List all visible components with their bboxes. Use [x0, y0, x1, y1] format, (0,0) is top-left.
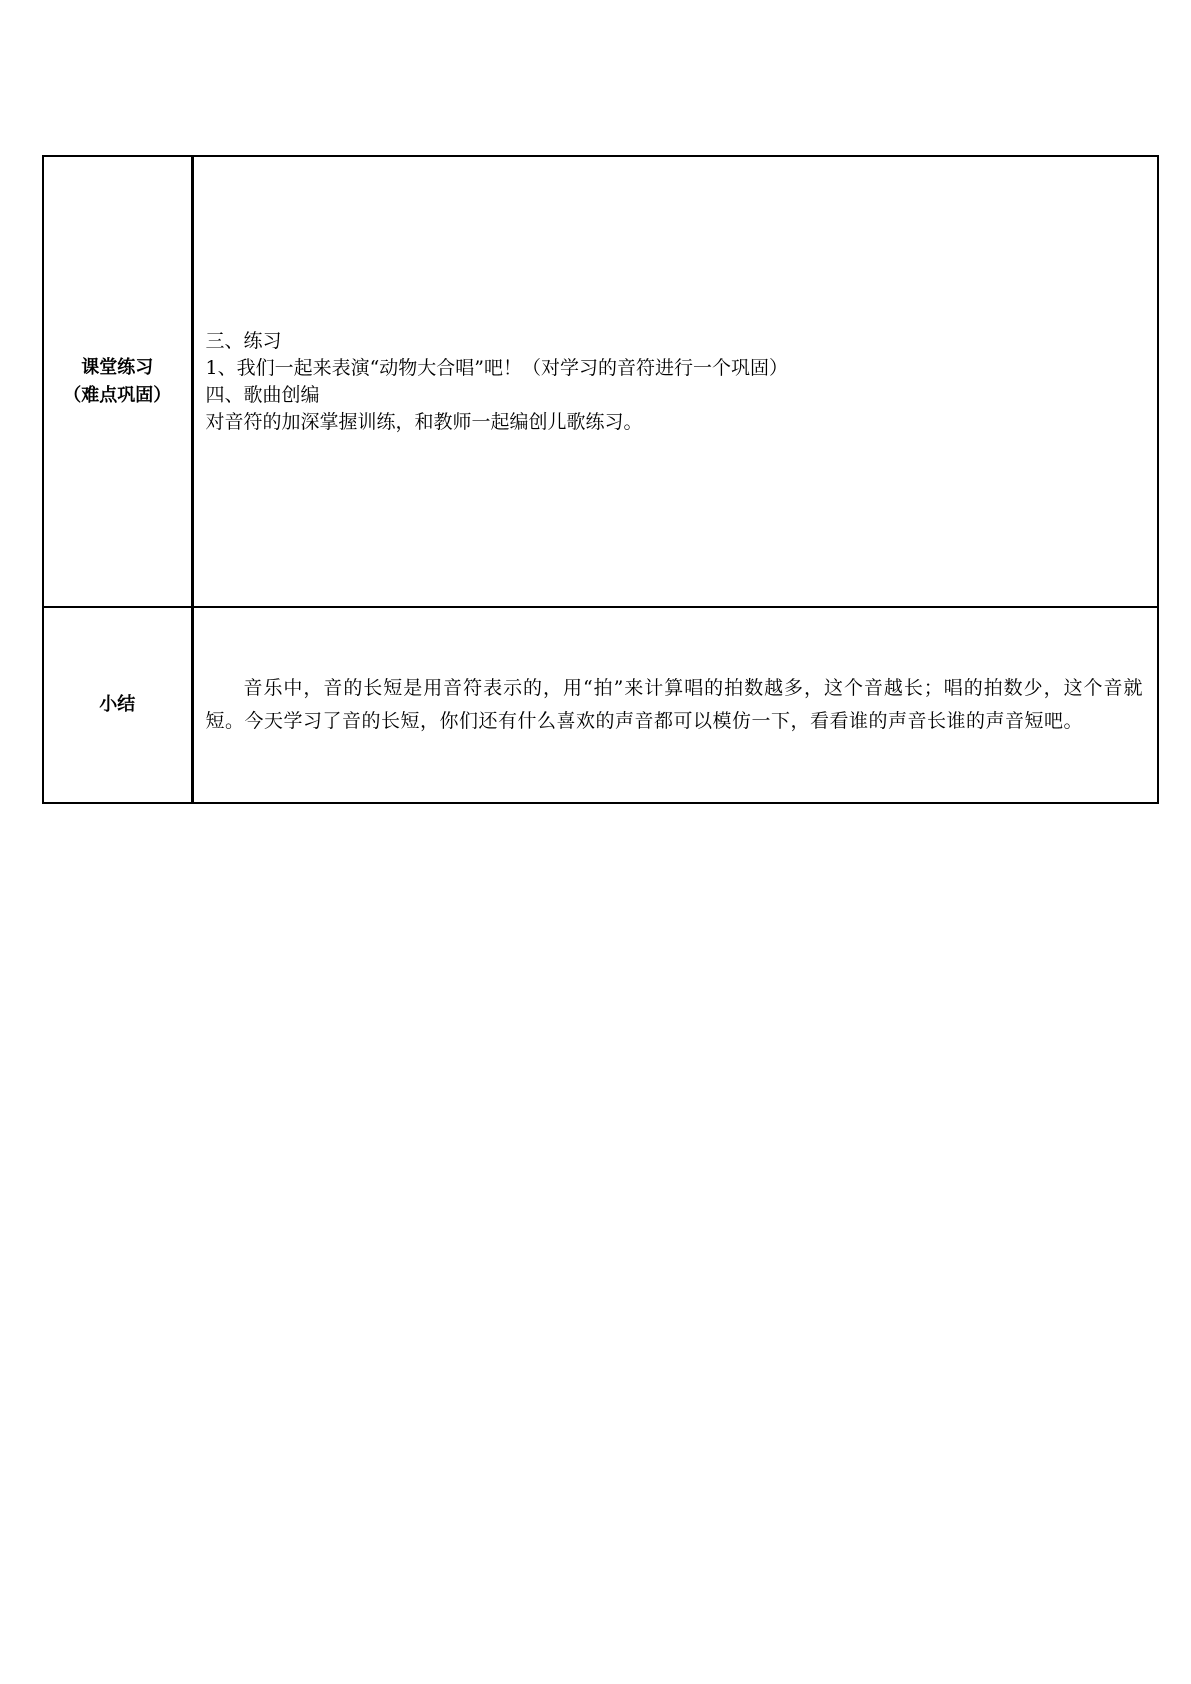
row-content-classroom-practice [192, 156, 1158, 607]
row-label-line: 小结 [99, 694, 136, 715]
table-row-classroom-practice [43, 156, 1158, 607]
song-creation-item: 对音符的加深掌握训练，和教师一起编创儿歌练习。 [205, 410, 643, 433]
section-heading-song-creation: 四、歌曲创编 [205, 383, 320, 406]
row-label-classroom-practice [43, 156, 192, 607]
summary-paragraph: 音乐中，音的长短是用音符表示的，用“拍”来计算唱的拍数越多，这个音越长；唱的拍数少，这个音就短。今天学习了音的长短，你们还有什么喜欢的声音都可以模仿一下，看看谁的声音长谁的声音短吧。 [205, 677, 1143, 732]
row-label-line: （难点巩固） [63, 384, 172, 406]
row-label-summary [43, 607, 192, 803]
section-heading-practice: 三、练习 [205, 329, 282, 352]
practice-item: 1、我们一起来表演“动物大合唱”吧！（对学习的音符进行一个巩固） [205, 356, 789, 379]
row-content-summary [192, 607, 1158, 803]
row-label-line: 课堂练习 [81, 356, 154, 378]
lesson-plan-table [42, 155, 1159, 804]
table-row-summary [43, 607, 1158, 803]
